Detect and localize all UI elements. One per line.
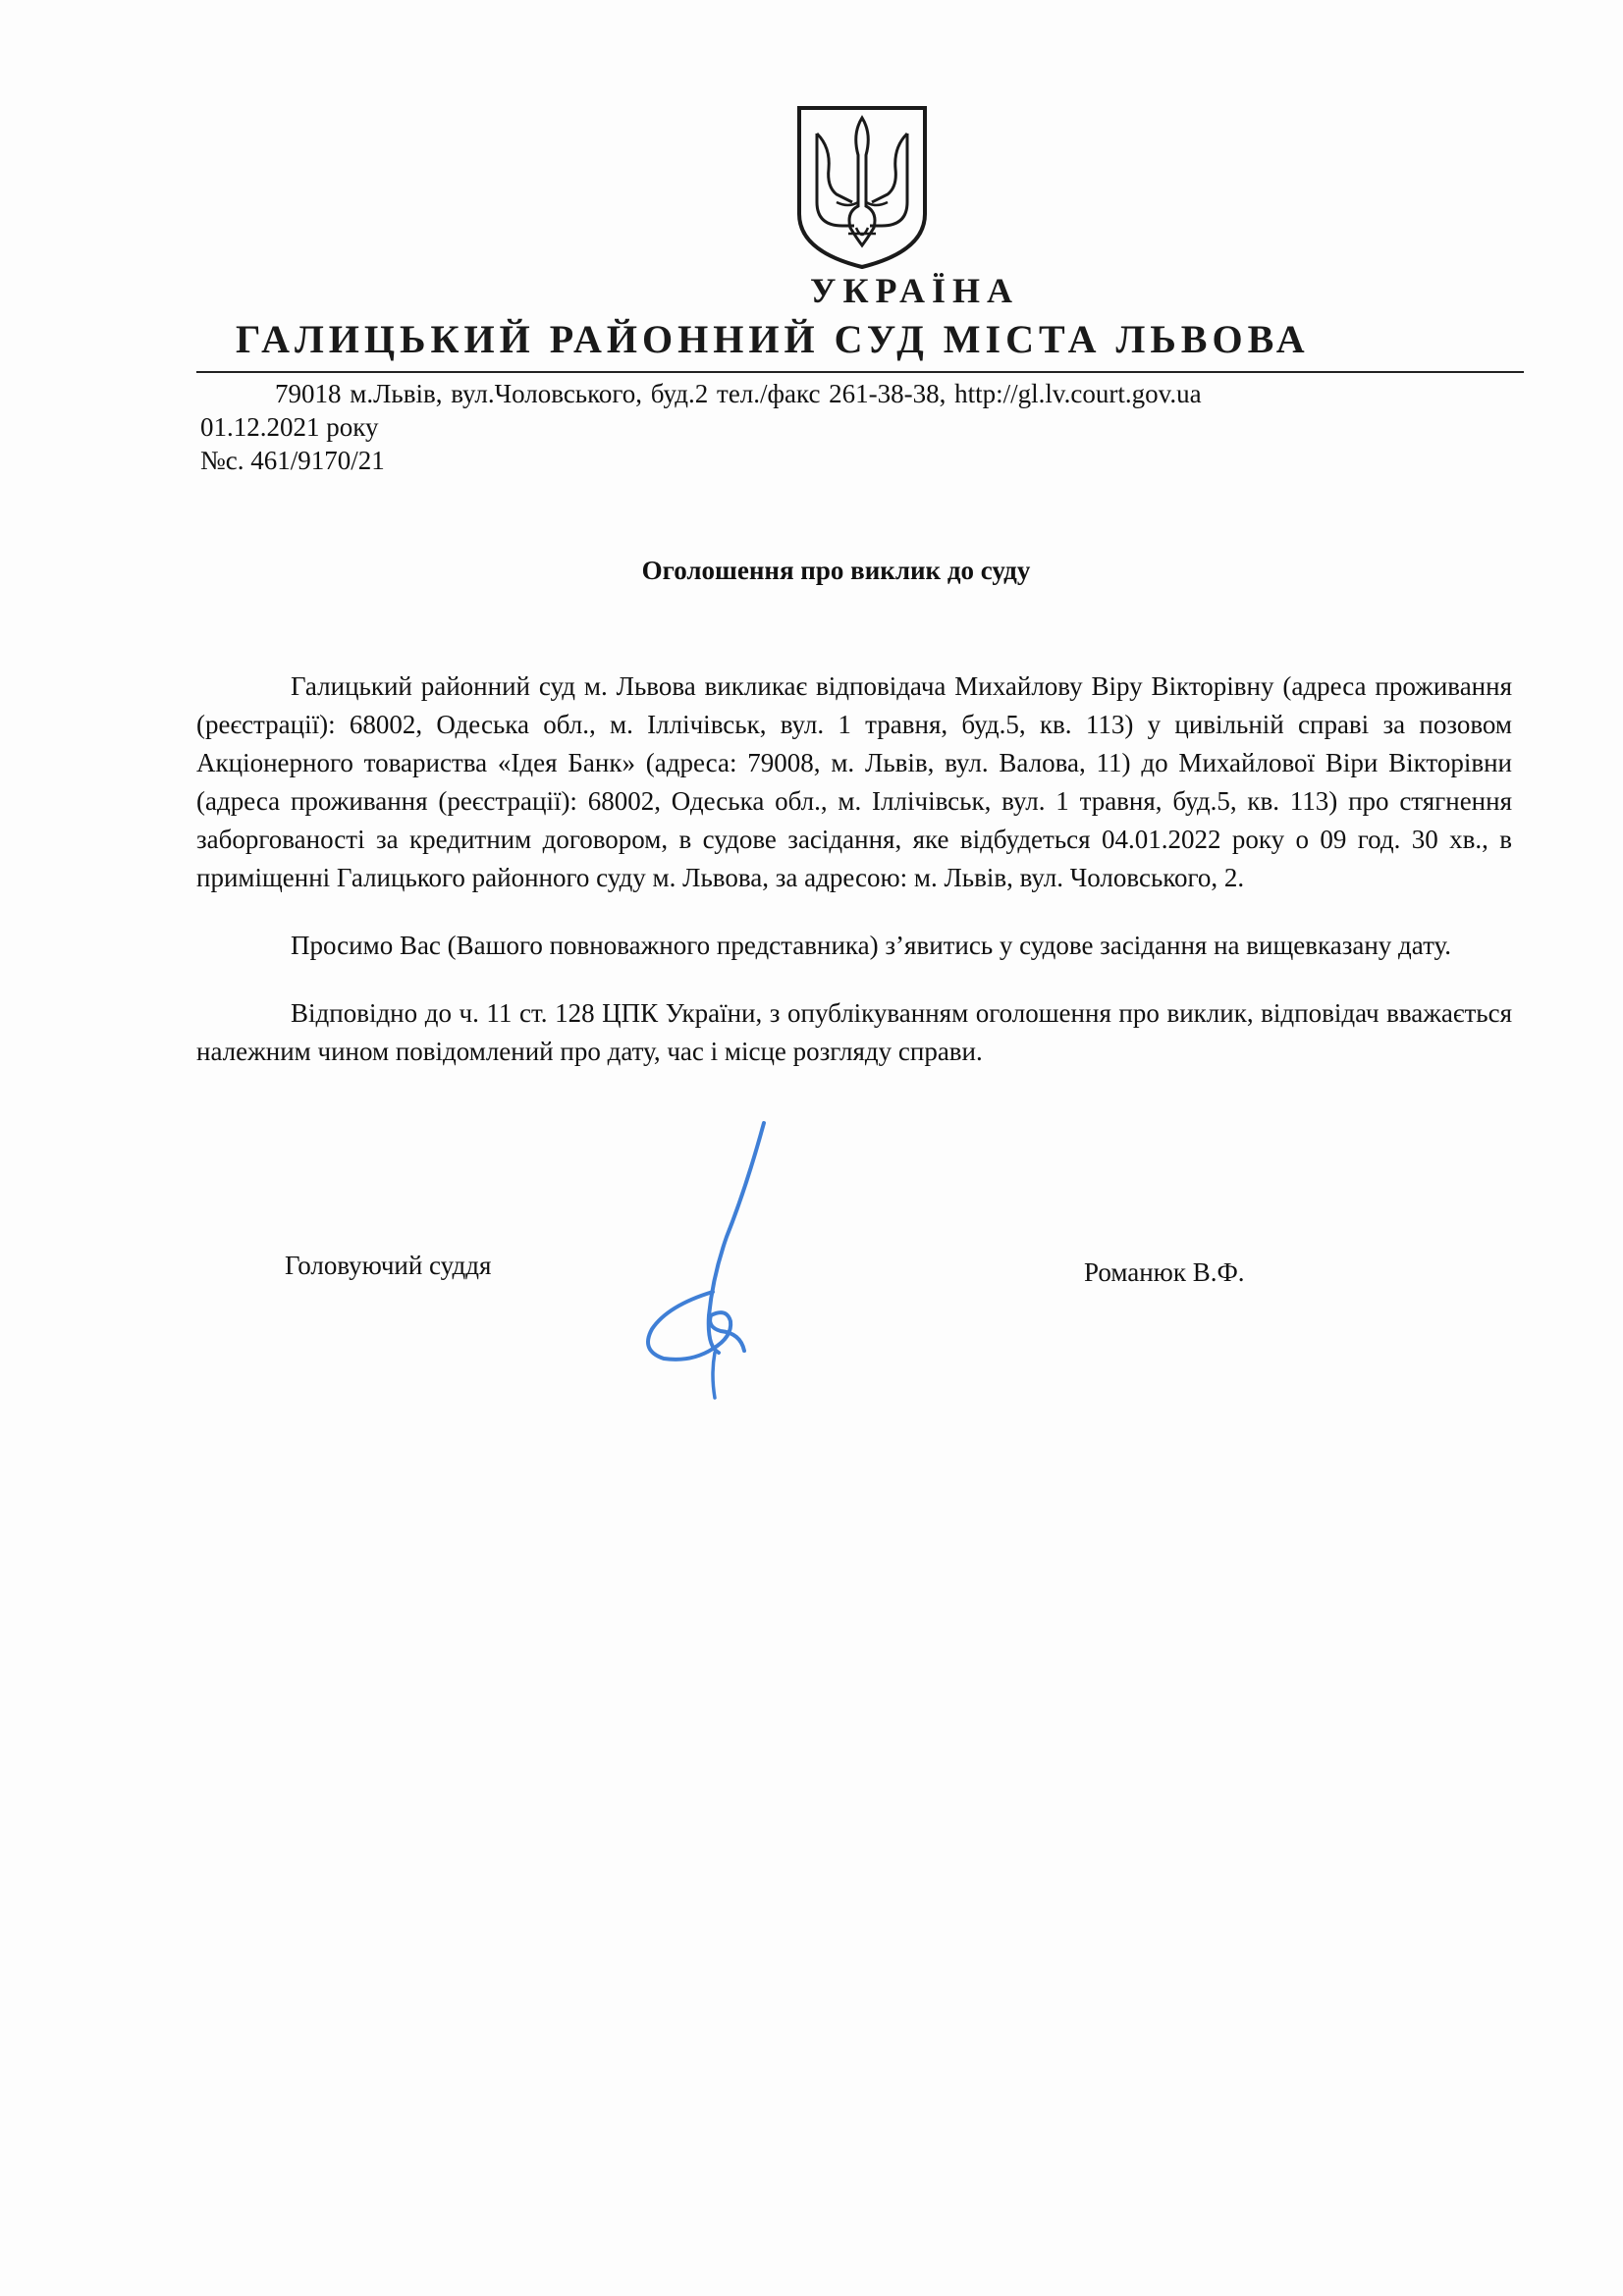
case-number: №с. 461/9170/21 — [200, 446, 385, 475]
document-body — [196, 667, 1512, 1100]
body-paragraph: Просимо Вас (Вашого повноважного представника) з’явитись у судове засідання на вищевказану дату. — [291, 931, 1452, 960]
handwritten-signature-icon — [638, 1119, 785, 1414]
tryzub-coat-of-arms-icon — [793, 104, 931, 271]
court-name: ГАЛИЦЬКИЙ РАЙОННИЙ СУД МІСТА ЛЬВОВА — [236, 317, 1310, 361]
body-paragraph: Відповідно до ч. 11 ст. 128 ЦПК України, з опублікуванням оголошення про виклик, відповідач вважається належним чином повідомлений про дату, час і місце розгляду справи. — [196, 998, 1512, 1066]
court-address: 79018 м.Львів, вул.Чоловського, буд.2 тел./факс 261-38-38, http://gl.lv.court.gov.ua — [275, 379, 1202, 408]
document-title: Оголошення про виклик до суду — [641, 556, 1031, 585]
header-divider — [196, 371, 1524, 373]
document-date: 01.12.2021 року — [200, 412, 379, 442]
country-name: УКРАЇНА — [810, 271, 1019, 310]
judge-name: Романюк В.Ф. — [1084, 1257, 1245, 1287]
body-paragraph: Галицький районний суд м. Львова викликає відповідача Михайлову Віру Вікторівну (адреса проживання (реєстрації): 68002, Одеська обл., м. Іллічівськ, вул. 1 травня, буд.5, кв. 113) у цивільній справі за позовом Акціонерного товариства «Ідея Банк» (адреса: 79008, м. Львів, вул. Валова, 11) до Михайлової Віри Вікторівни (адреса проживання (реєстрації): 68002, Одеська обл., м. Іллічівськ, вул. 1 травня, буд.5, кв. 113) про стягнення заборгованості за кредитним договором, в судове засідання, яке відбудеться 04.01.2022 року о 09 год. 30 хв., в приміщенні Галицького районного суду м. Львова, за адресою: м. Львів, вул. Чоловського, 2. — [196, 671, 1512, 892]
judge-role: Головуючий суддя — [285, 1251, 492, 1280]
